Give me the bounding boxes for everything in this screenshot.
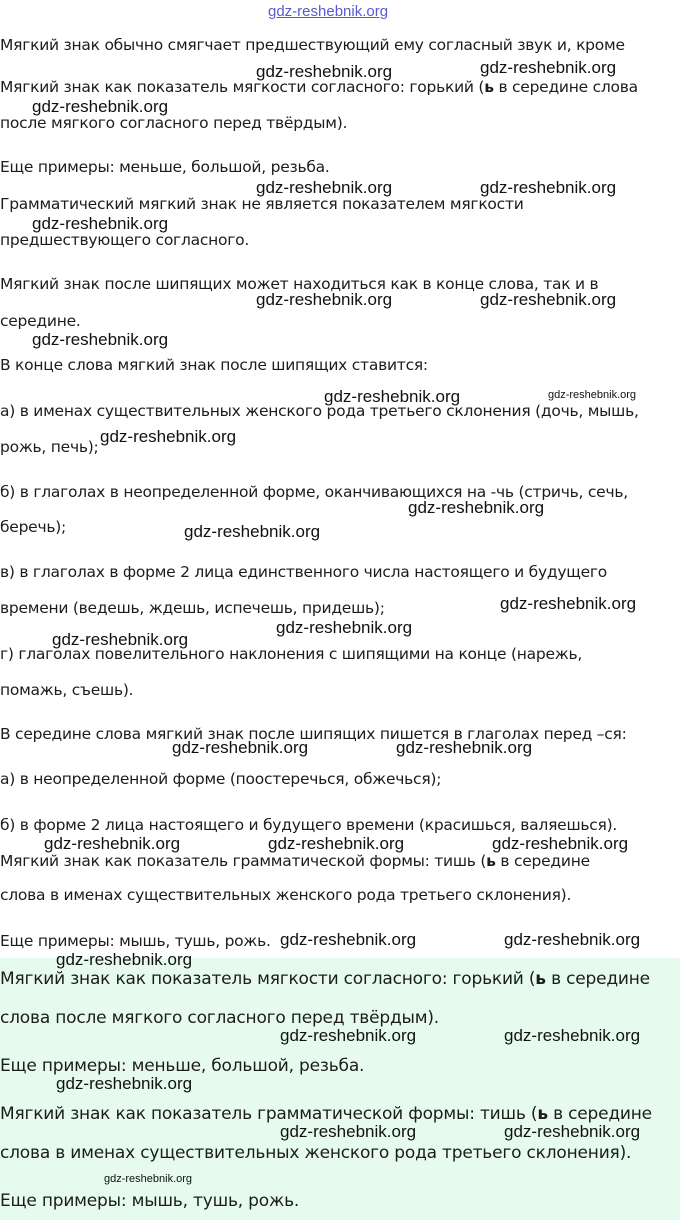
watermark: gdz-reshebnik.org [184,522,321,541]
watermark: gdz-reshebnik.org [172,738,309,757]
watermark: gdz-reshebnik.org [504,930,641,949]
text-line: помажь, съешь). [0,681,134,699]
text-span: в середине [495,852,590,870]
summary-line: Еще примеры: меньше, большой, резьба. [0,1056,365,1076]
summary-line [0,968,650,990]
watermark: gdz-reshebnik.org [100,427,237,446]
watermark: gdz-reshebnik.org [480,290,617,309]
text-line: середине. [0,312,81,330]
text-span: Мягкий знак как показатель мягкости согласного: горький ( [0,78,485,96]
text-line: слова в именах существительных женского рода третьего склонения). [0,886,572,904]
watermark: gdz-reshebnik.org [256,62,393,81]
text-line: Еще примеры: меньше, большой, резьба. [0,158,330,176]
watermark: gdz-reshebnik.org [480,178,617,197]
text-span: Мягкий знак как показатель грамматической формы: тишь ( [0,852,487,870]
watermark: gdz-reshebnik.org [276,618,413,637]
text-line [0,851,590,871]
watermark: gdz-reshebnik.org [256,178,393,197]
text-line: в) в глаголах в форме 2 лица единственного числа настоящего и будущего [0,563,608,581]
watermark: gdz-reshebnik.org [56,1074,193,1093]
watermark: gdz-reshebnik.org [492,834,629,853]
watermark: gdz-reshebnik.org [548,389,637,401]
watermark: gdz-reshebnik.org [256,290,393,309]
watermark: gdz-reshebnik.org [280,930,417,949]
summary-line: слова после мягкого согласного перед твёрдым). [0,1008,439,1028]
bold-soft-sign: ь [537,1104,548,1124]
text-line: В середине слова мягкий знак после шипящих пишется в глаголах перед –ся: [0,725,627,743]
text-line: а) в неопределенной форме (поостеречься, обжечься); [0,770,442,788]
watermark: gdz-reshebnik.org [32,330,169,349]
bold-soft-sign: ь [484,78,494,96]
text-line: В конце слова мягкий знак после шипящих ставится: [0,356,428,374]
text-line: Мягкий знак обычно смягчает предшествующий ему согласный звук и, кроме [0,36,625,54]
text-line: после мягкого согласного перед твёрдым). [0,114,348,132]
text-line: Мягкий знак после шипящих может находиться как в конце слова, так и в [0,275,599,293]
watermark: gdz-reshebnik.org [268,834,405,853]
text-span: Мягкий знак как показатель мягкости согласного: горький ( [0,969,536,989]
text-line: б) в глаголах в неопределенной форме, оканчивающихся на -чь (стричь, сечь, [0,483,628,501]
watermark: gdz-reshebnik.org [280,1122,417,1141]
bold-soft-sign: ь [486,852,496,870]
watermark: gdz-reshebnik.org [44,834,181,853]
text-line: беречь); [0,518,67,536]
watermark: gdz-reshebnik.org [32,97,169,116]
watermark: gdz-reshebnik.org [480,58,617,77]
summary-line: слова в именах существительных женского рода третьего склонения). [0,1143,632,1163]
text-line: Еще примеры: мышь, тушь, рожь. [0,932,271,950]
watermark: gdz-reshebnik.org [56,950,193,969]
summary-line: Еще примеры: мышь, тушь, рожь. [0,1191,300,1211]
watermark: gdz-reshebnik.org [280,1026,417,1045]
text-span: в середине слова [493,78,638,96]
watermark: gdz-reshebnik.org [408,498,545,517]
watermark: gdz-reshebnik.org [396,738,533,757]
text-line: г) глаголах повелительного наклонения с шипящими на конце (нарежь, [0,645,583,663]
watermark: gdz-reshebnik.org [324,387,461,406]
text-span: Мягкий знак как показатель грамматической формы: тишь ( [0,1104,538,1124]
watermark: gdz-reshebnik.org [504,1026,641,1045]
bold-soft-sign: ь [535,969,546,989]
watermark: gdz-reshebnik.org [104,1173,193,1185]
text-line: а) в именах существительных женского рода третьего склонения (дочь, мышь, [0,402,639,420]
watermark: gdz-reshebnik.org [504,1122,641,1141]
text-line: б) в форме 2 лица настоящего и будущего времени (красишься, валяешься). [0,816,618,834]
text-span: в середине [547,1104,652,1124]
text-line: предшествующего согласного. [0,231,250,249]
watermark: gdz-reshebnik.org [52,630,189,649]
watermark-top[interactable]: gdz-reshebnik.org [268,3,389,20]
watermark: gdz-reshebnik.org [500,594,637,613]
text-line: времени (ведешь, ждешь, испечешь, придешь); [0,599,385,617]
text-line: рожь, печь); [0,438,99,456]
text-span: в середине [545,969,650,989]
watermark: gdz-reshebnik.org [32,214,169,233]
text-line: Грамматический мягкий знак не является показателем мягкости [0,195,524,213]
